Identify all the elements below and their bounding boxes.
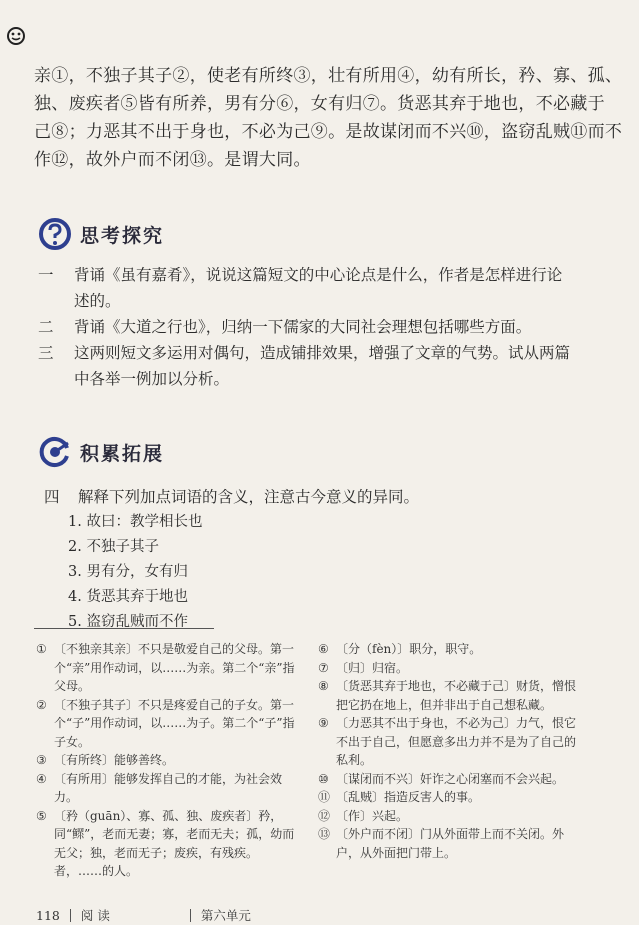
- question-item: [38, 314, 598, 340]
- footnote-text: 〔分（fèn）〕职分，职守。: [336, 642, 482, 656]
- footnote: [36, 640, 298, 696]
- footnote: [36, 751, 298, 770]
- footnote-text: 〔谋闭而不兴〕奸诈之心闭塞而不会兴起。: [336, 771, 565, 786]
- footnote-text: 〔有所终〕能够善终。: [54, 753, 175, 767]
- target-icon: [38, 435, 72, 469]
- footnote: [318, 640, 580, 659]
- footnote: [36, 770, 298, 807]
- footnote: [318, 788, 580, 807]
- word-item: 4. 货恶其弃于地也: [68, 589, 188, 605]
- text-line: 作⑫，故外户而不闭⑬。是谓大同。: [34, 150, 311, 170]
- footnotes-right: [318, 640, 580, 862]
- footnote-marker: ⑬: [318, 827, 331, 841]
- footnote-text: 〔矜（guān）、寡、孤、独、废疾者〕矜，同“鳏”，老而无妻；寡，老而无夫；孤，幼而无父；独，老而无子；废疾，有残疾。者，……的人。: [54, 808, 295, 878]
- footnote-marker: ③: [36, 753, 47, 767]
- section-header-extension: [38, 432, 164, 472]
- main-text: [34, 62, 623, 174]
- footnote-text: 〔不独亲其亲〕不只是敬爱自己的父母。第一个“亲”用作动词，以……为亲。第二个“亲”指父母。: [54, 642, 295, 693]
- footnote-text: 〔作〕兴起。: [336, 808, 409, 823]
- footnote: [318, 825, 580, 862]
- footnote: [36, 696, 298, 752]
- footnote-marker: ①: [36, 642, 47, 656]
- footnote-divider: [34, 628, 214, 629]
- task-line: [44, 484, 419, 510]
- footnote-text: 〔不独子其子〕不只是疼爱自己的子女。第一个“子”用作动词，以……为子。第二个“子”指子女。: [54, 697, 295, 749]
- question-text-cont: 述的。: [74, 292, 121, 310]
- text-line: 独、废疾者⑤皆有所养，男有分⑥，女有归⑦。货恶其弃于地也，不必藏于: [34, 94, 605, 114]
- question-text: 背诵《虽有嘉肴》，说说这篇短文的中心论点是什么，作者是怎样进行论: [74, 266, 563, 284]
- footnote-marker: ②: [36, 697, 47, 712]
- word-item: 1. 故曰：教学相长也: [68, 514, 203, 530]
- footer-unit: 第六单元: [200, 908, 251, 923]
- text-line: 亲①，不独子其子②，使老有所终③，壮有所用④，幼有所长，矜、寡、孤、: [34, 66, 623, 86]
- footnote-text: 〔力恶其不出于身也，不必为己〕力气，恨它不出于自己，但愿意多出力并不是为了自己的私利。: [336, 716, 577, 767]
- question-text: 这两则短文多运用对偶句，造成铺排效果，增强了文章的气势。试从两篇: [74, 344, 571, 362]
- section-header-thinking: [38, 214, 164, 254]
- footnote: [36, 807, 298, 881]
- footnotes-left: [36, 640, 298, 881]
- question-text: 背诵《大道之行也》，归纳一下儒家的大同社会理想包括哪些方面。: [74, 318, 532, 336]
- question-number: 三: [38, 344, 54, 362]
- footnote: [318, 770, 580, 789]
- question-item: [38, 340, 598, 366]
- footnote-marker: ⑩: [318, 771, 329, 786]
- question-list: [38, 262, 598, 392]
- word-item: 3. 男有分，女有归: [68, 564, 188, 580]
- question-text-cont: 中各举一例加以分析。: [74, 370, 230, 388]
- question-icon: [38, 217, 72, 251]
- footnote: [318, 677, 580, 714]
- footnote-marker: ⑨: [318, 716, 329, 730]
- footer-divider: [190, 909, 191, 922]
- footnote-marker: ⑦: [318, 660, 329, 675]
- page-number: 118: [36, 907, 60, 923]
- question-item: [38, 262, 598, 288]
- footnote-marker: ⑧: [318, 679, 329, 693]
- footnote-text: 〔乱贼〕指造反害人的事。: [336, 790, 481, 804]
- footer-section: 阅 读: [80, 908, 110, 923]
- word-item-list: [68, 510, 202, 635]
- footnote: [318, 807, 580, 826]
- word-item: 2. 不独子其子: [68, 539, 159, 555]
- footnote-marker: ⑤: [36, 808, 47, 823]
- text-line: 己⑧；力恶其不出于身也，不必为己⑨。是故谋闭而不兴⑩，盗窃乱贼⑪而不: [34, 122, 623, 142]
- question-number: 一: [38, 266, 54, 284]
- footnote-marker: ④: [36, 771, 47, 786]
- footnote-text: 〔货恶其弃于地也，不必藏于己〕财货，憎恨把它扔在地上，但并非出于自己想私藏。: [336, 679, 577, 712]
- footnote-text: 〔有所用〕能够发挥自己的才能，为社会效力。: [54, 771, 283, 804]
- footnote: [318, 659, 580, 678]
- footnote-marker: ⑪: [318, 790, 331, 804]
- footnote-marker: ⑫: [318, 808, 331, 823]
- footnote-marker: ⑥: [318, 642, 329, 656]
- task-text: 解释下列加点词语的含义，注意古今意义的异同。: [78, 488, 420, 506]
- section-title: 积累拓展: [80, 442, 165, 465]
- section-title: 思考探究: [80, 224, 165, 247]
- footer-divider: [70, 909, 71, 922]
- footnote: [318, 714, 580, 770]
- footnote-text: 〔外户而不闭〕门从外面带上而不关闭。外户，从外面把门带上。: [336, 827, 565, 860]
- footnote-text: 〔归〕归宿。: [336, 660, 409, 675]
- smiley-icon: [6, 26, 26, 46]
- page-footer: [36, 906, 251, 924]
- question-number: 二: [38, 318, 54, 336]
- task-number: 四: [44, 488, 60, 506]
- word-item: 5. 盗窃乱贼而不作: [68, 614, 188, 630]
